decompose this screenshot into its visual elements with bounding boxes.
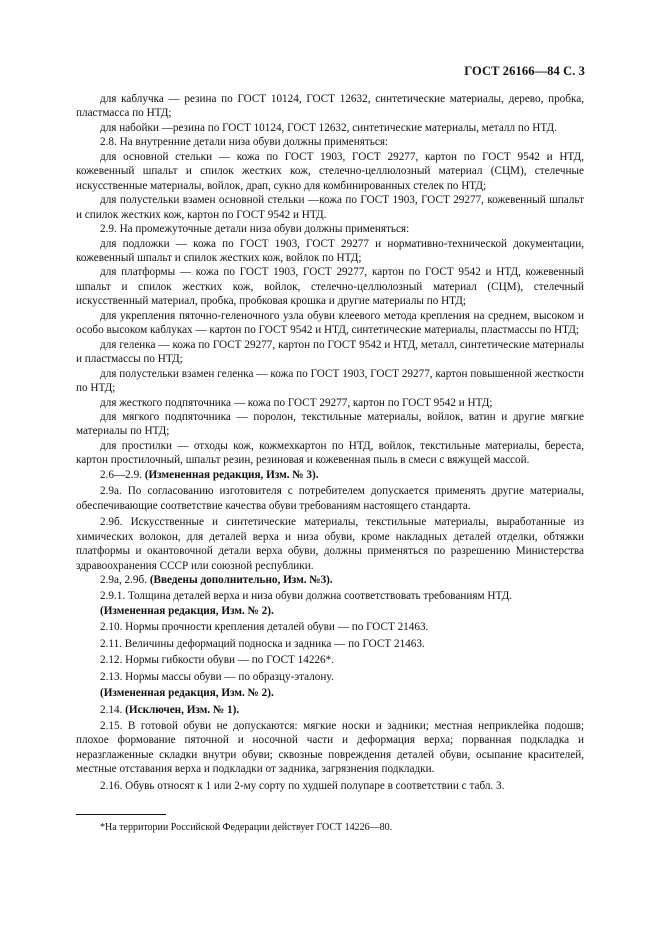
edit-note-prefix: 2.6—2.9. (100, 468, 145, 481)
paragraph: 2.8. На внутренние детали низа обуви должны применяться: (100, 136, 389, 149)
paragraph: 2.11. Величины деформаций подноска и задника — по ГОСТ 21463. (100, 637, 425, 650)
edit-note (76, 573, 584, 587)
paragraph: для платформы — кожа по ГОСТ 1903, ГОСТ 29277, картон по ГОСТ 9542 и НТД, кожевенный шпальт и спилок жестких кож, войлок, стелечно-целлюлозный материал (СЦМ), стелечный искусственный материал, пробка, пробковая крошка и другие материалы по НТД; (76, 266, 584, 308)
page-header: ГОСТ 26166—84 С. 3 (464, 64, 585, 78)
edit-note: (Измененная редакция, Изм. № 2). (100, 687, 274, 700)
paragraph: для мягкого подпяточника — поролон, текстильные материалы, войлок, ватин и другие мягкие материалы по НТД; (76, 410, 584, 438)
paragraph: для основной стельки — кожа по ГОСТ 1903, ГОСТ 29277, картон по ГОСТ 9542 и НТД, кожевенный шпальт и спилок жестких кож, стелечно-целлюлозный материал (СЦМ), стелечные искусственные материалы, войлок, драп, сукно для комбинированных стелек по НТД; (76, 150, 584, 192)
document-body (76, 92, 584, 793)
paragraph: 2.9а. По согласованию изготовителя с потребителем допускается применять другие материалы, обеспечивающие соответствие качества обуви требованиям настоящего стандарта. (76, 485, 584, 512)
paragraph: для набойки —резина по ГОСТ 10124, ГОСТ 12632, синтетические материалы, металл по НТД. (100, 121, 557, 134)
paragraph: для подложки — кожа по ГОСТ 1903, ГОСТ 29277 и нормативно-технической документации, кожевенный шпальт и спилок жестких кож, войлок по НТД; (76, 237, 584, 264)
edit-note-bold: (Исключен, Изм. № 1). (125, 703, 240, 716)
edit-note-prefix: 2.9а, 2.9б. (100, 573, 150, 586)
paragraph: для полустельки взамен геленка — кожа по ГОСТ 1903, ГОСТ 29277, картон повышенной жесткости по НТД; (76, 367, 584, 395)
paragraph: 2.9. На промежуточные детали низа обуви должны применяться: (100, 223, 410, 236)
edit-note-bold: (Измененная редакция, Изм. № 3). (144, 468, 319, 481)
paragraph: для простилки — отходы кож, кожмехкартон по НТД, войлок, текстильные материалы, береста, картон простилочный, шпальт резин, резиновая и кожевенная пыль в смеси с вяжущей массой. (76, 439, 584, 467)
paragraph: для жесткого подпяточника — кожа по ГОСТ 29277, картон по ГОСТ 9542 и НТД; (100, 396, 493, 409)
paragraph: для полустельки взамен основной стельки —кожа по ГОСТ 1903, ГОСТ 29277, кожевенный шпальт и спилок жестких кож, картон по ГОСТ 9542 и НТД. (76, 194, 584, 221)
edit-note (76, 703, 584, 717)
paragraph: 2.16. Обувь относят к 1 или 2-му сорту по худшей полупаре в соответствии с табл. 3. (100, 779, 505, 792)
footnote: *На территории Российской Федерации действует ГОСТ 14226—80. (100, 822, 393, 833)
paragraph: для геленка — кожа по ГОСТ 29277, картон по ГОСТ 9542 и НТД, металл, синтетические материалы и пластмассы по НТД; (76, 338, 584, 366)
paragraph: для каблучка — резина по ГОСТ 10124, ГОСТ 12632, синтетические материалы, дерево, пробка, пластмасса по НТД; (76, 93, 584, 120)
paragraph: 2.9б. Искусственные и синтетические материалы, текстильные материалы, выработанные из химических волокон, для деталей верха и низа обуви, кроме накладных деталей отделки, обтяжки платформы и окантовочной детали верха обуви, должны применяться по разрешению Министерства здравоохранения СССР или союзной республики. (76, 516, 584, 572)
paragraph: для укрепления пяточно-геленочного узла обуви клеевого метода крепления на среднем, высоком и особо высоком каблуках — картон по ГОСТ 9542 и НТД, синтетические материалы, пластмассы по НТД; (76, 309, 584, 337)
edit-note (76, 468, 584, 482)
footnote-divider (76, 814, 166, 815)
paragraph: 2.12. Нормы гибкости обуви — по ГОСТ 14226*. (100, 654, 335, 667)
paragraph: 2.13. Нормы массы обуви — по образцу-эталону. (100, 670, 334, 683)
edit-note: (Измененная редакция, Изм. № 2). (100, 604, 274, 617)
paragraph: 2.10. Нормы прочности крепления деталей обуви — по ГОСТ 21463. (100, 621, 429, 634)
paragraph: 2.15. В готовой обуви не допускаются: мягкие носки и задники; местная неприклейка подошв; плохое формование пяточной и носочной части и деформация верха; порванная подкладка и неразглаженные складки внутри обуви; сквозные повреждения деталей обуви, осыпание красителей, местные отставания верха и подкладки от задника, загрязнения подкладки. (76, 720, 584, 776)
paragraph: 2.9.1. Толщина деталей верха и низа обуви должна соответствовать требованиям НТД. (100, 590, 513, 603)
edit-note-prefix: 2.14. (100, 703, 126, 716)
edit-note-bold: (Введены дополнительно, Изм. №3). (149, 573, 333, 586)
